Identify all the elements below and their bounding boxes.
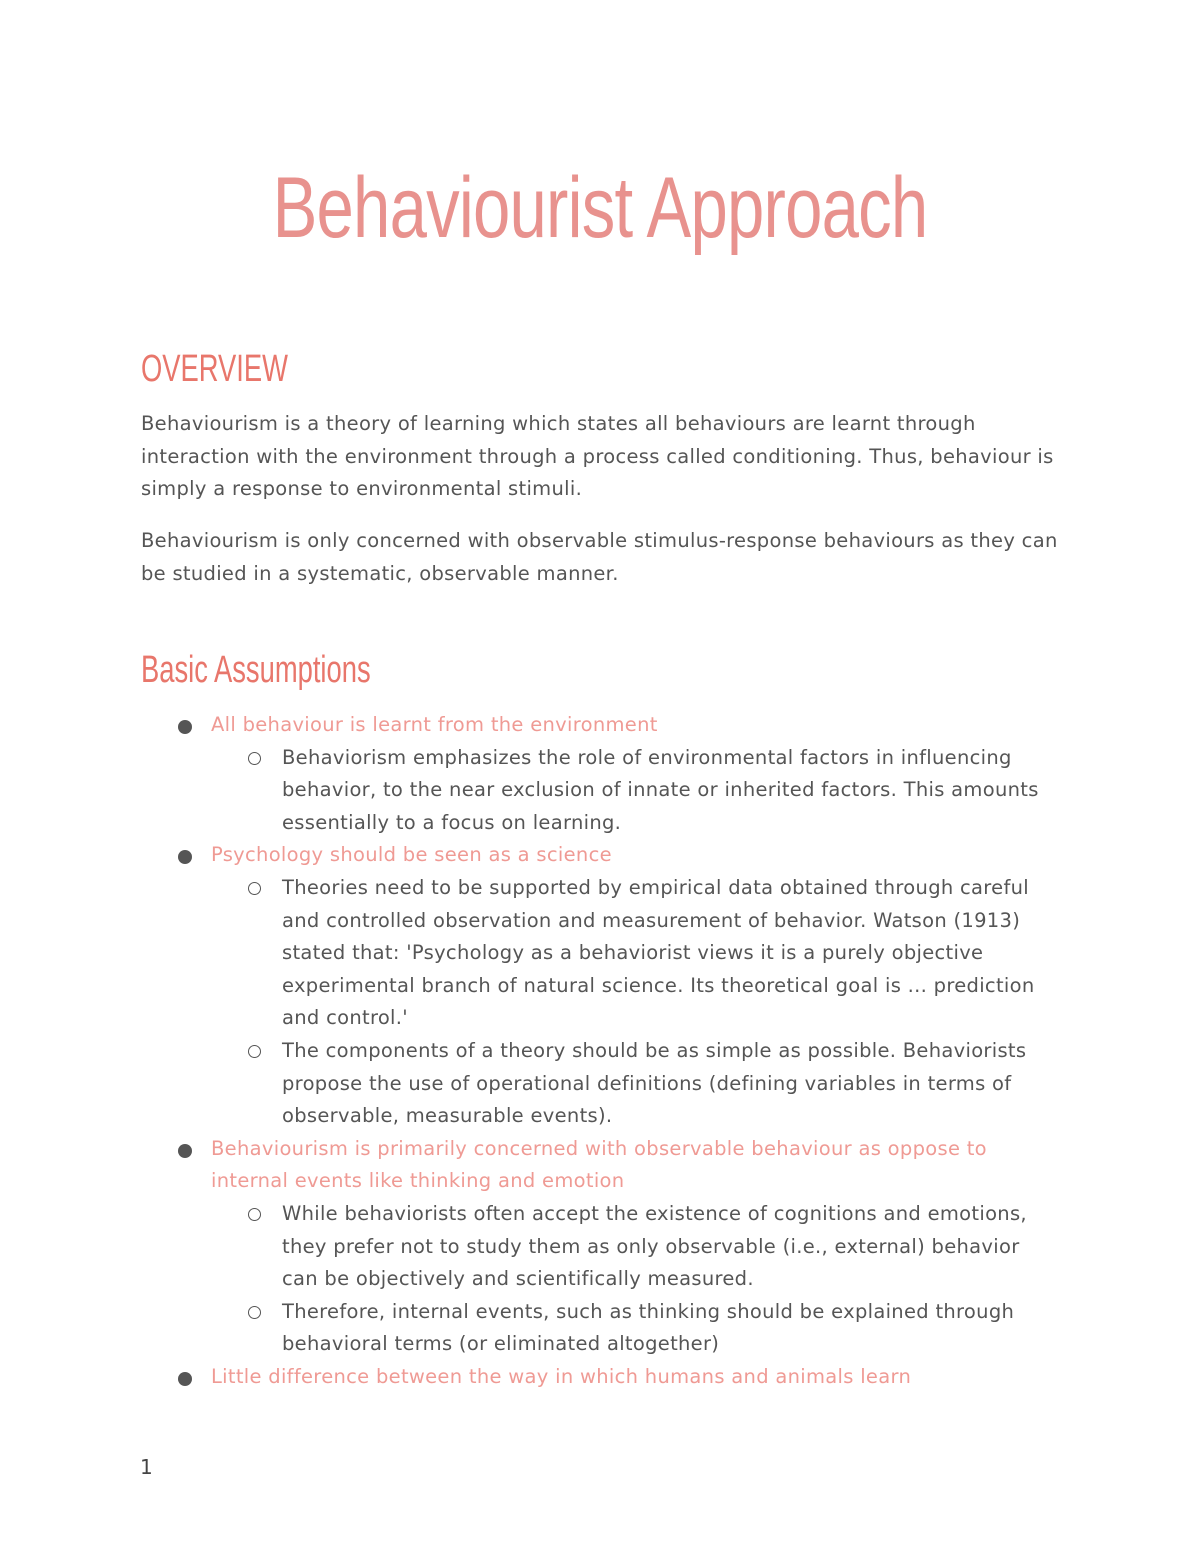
sub-list-item (211, 1296, 1061, 1361)
sub-list (211, 1198, 1061, 1361)
list-item (141, 839, 1061, 1132)
sub-item-text: Behaviorism emphasizes the role of environmental factors in influencing behavior, to the near exclusion of innate or inherited factors. This amounts essentially to a focus on learning. (282, 745, 1039, 834)
sub-list (211, 872, 1061, 1133)
assumption-label: Little difference between the way in which humans and animals learn (211, 1364, 912, 1388)
sub-list-item (211, 1198, 1061, 1296)
bullet-circle-icon (248, 1045, 261, 1058)
overview-paragraph-1: Behaviourism is a theory of learning which states all behaviours are learnt through interaction with the environment through a process called conditioning. Thus, behaviour is simply a response to environmental stimuli. (141, 412, 1054, 501)
overview-paragraph-2: Behaviourism is only concerned with observable stimulus-response behaviours as they can be studied in a systematic, observable manner. (141, 529, 1058, 585)
bullet-circle-icon (248, 1208, 261, 1221)
list-item (141, 1361, 1061, 1394)
assumption-label: Behaviourism is primarily concerned with observable behaviour as oppose to internal events like thinking and emotion (211, 1136, 987, 1193)
sub-item-text: Theories need to be supported by empirical data obtained through careful and controlled observation and measurement of behavior. Watson (1913) stated that: 'Psychology as a behaviorist views it is a purely objective experimental branch of natural science. Its theoretical goal is ... prediction and control.' (282, 875, 1035, 1030)
bullet-dot-icon (178, 1372, 192, 1386)
list-item (141, 1133, 1061, 1361)
bullet-dot-icon (178, 1144, 192, 1158)
sub-item-text: Therefore, internal events, such as thinking should be explained through behavioral terms (or eliminated altogether) (282, 1299, 1015, 1356)
sub-list-item (211, 742, 1061, 840)
page-number: 1 (140, 1455, 153, 1479)
bullet-circle-icon (248, 752, 261, 765)
bullet-circle-icon (248, 1306, 261, 1319)
bullet-dot-icon (178, 720, 192, 734)
assumptions-heading: Basic Assumptions (141, 649, 371, 691)
overview-heading: OVERVIEW (141, 348, 288, 390)
sub-item-text: The components of a theory should be as simple as possible. Behaviorists propose the use of operational definitions (defining variables in terms of observable, measurable events). (282, 1038, 1027, 1128)
list-item (141, 709, 1061, 839)
sub-list-item (211, 872, 1061, 1035)
bullet-circle-icon (248, 882, 261, 895)
sub-list-item (211, 1035, 1061, 1133)
sub-list (211, 742, 1061, 840)
assumption-label: Psychology should be seen as a science (211, 843, 612, 867)
assumptions-list (141, 709, 1061, 1393)
bullet-dot-icon (178, 850, 192, 864)
sub-item-text: While behaviorists often accept the existence of cognitions and emotions, they prefer not to study them as only observable (i.e., external) behavior can be objectively and scientifically measured. (282, 1201, 1027, 1291)
assumption-label: All behaviour is learnt from the environment (211, 713, 658, 736)
document-title: Behaviourist Approach (272, 160, 928, 256)
